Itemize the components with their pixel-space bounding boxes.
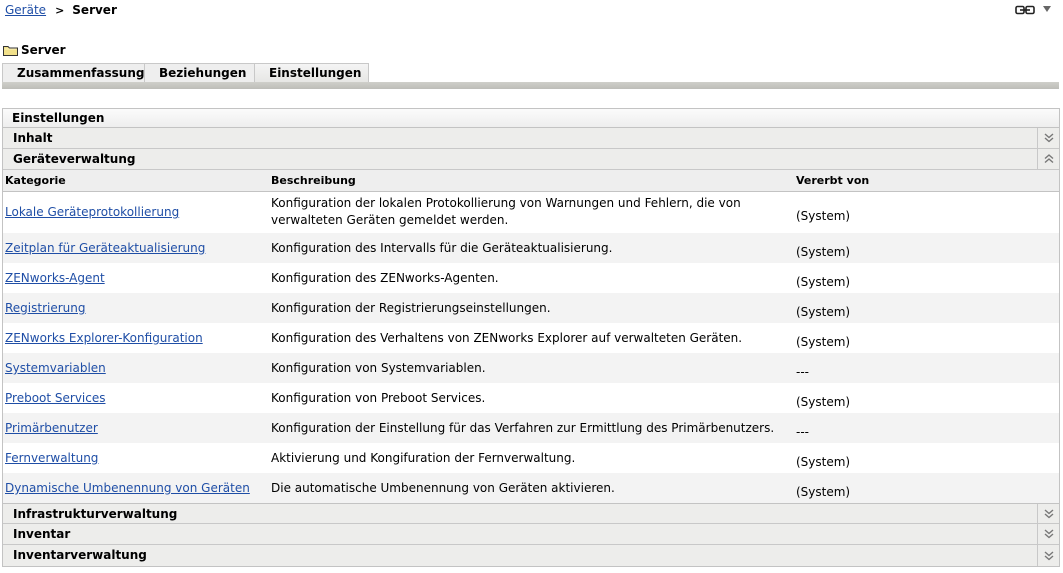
- inherited-cell: ---: [794, 413, 1059, 443]
- tab-underline-bar: [2, 82, 1059, 89]
- category-link[interactable]: Zeitplan für Geräteaktualisierung: [5, 241, 206, 255]
- tab-zusammenfassung[interactable]: Zusammenfassung: [2, 63, 145, 83]
- section-geraeteverwaltung[interactable]: [3, 149, 1059, 170]
- inherited-cell: (System): [794, 263, 1059, 293]
- collapse-double-chevron-icon[interactable]: [1037, 149, 1059, 169]
- table-row: [3, 443, 1059, 473]
- inherited-cell: ---: [794, 353, 1059, 383]
- description-cell: Aktivierung und Kongifuration der Fernverwaltung.: [269, 443, 794, 473]
- inherited-cell: (System): [794, 191, 1059, 233]
- dropdown-icon[interactable]: [1043, 6, 1051, 12]
- table-row: [3, 293, 1059, 323]
- description-cell: Konfiguration der Einstellung für das Verfahren zur Ermittlung des Primärbenutzers.: [269, 413, 794, 443]
- description-cell: Konfiguration von Preboot Services.: [269, 383, 794, 413]
- folder-icon: [3, 45, 18, 56]
- tab-einstellungen[interactable]: Einstellungen: [254, 63, 369, 83]
- tab-bar: [2, 63, 368, 83]
- description-cell: Konfiguration des ZENworks-Agenten.: [269, 263, 794, 293]
- breadcrumb: [5, 3, 117, 17]
- table-header-row: [3, 170, 1059, 191]
- column-header-kategorie: Kategorie: [3, 170, 269, 191]
- page-title: [3, 43, 66, 57]
- category-link[interactable]: Lokale Geräteprotokollierung: [5, 205, 180, 220]
- expand-double-chevron-icon[interactable]: [1037, 545, 1059, 566]
- expand-double-chevron-icon[interactable]: [1037, 524, 1059, 544]
- expand-double-chevron-icon[interactable]: [1037, 504, 1059, 523]
- category-link[interactable]: Fernverwaltung: [5, 451, 99, 465]
- section-label: Geräteverwaltung: [13, 152, 136, 166]
- section-label: Inhalt: [13, 131, 53, 145]
- section-label: Inventar: [13, 527, 71, 541]
- table-row: [3, 413, 1059, 443]
- section-inventarverwaltung[interactable]: [3, 545, 1059, 566]
- breadcrumb-separator: >: [55, 3, 65, 17]
- table-row: [3, 323, 1059, 353]
- category-link[interactable]: Dynamische Umbenennung von Geräten: [5, 481, 250, 495]
- expand-double-chevron-icon[interactable]: [1037, 128, 1059, 148]
- link-icon[interactable]: [1015, 4, 1035, 14]
- description-cell: Konfiguration des Intervalls für die Geräteaktualisierung.: [269, 233, 794, 263]
- table-row: [3, 191, 1059, 233]
- section-inhalt[interactable]: [3, 128, 1059, 149]
- inherited-cell: (System): [794, 233, 1059, 263]
- tab-beziehungen[interactable]: Beziehungen: [144, 63, 255, 83]
- inherited-cell: (System): [794, 293, 1059, 323]
- category-link[interactable]: Registrierung: [5, 301, 86, 315]
- column-header-beschreibung: Beschreibung: [269, 170, 794, 191]
- category-link[interactable]: ZENworks Explorer-Konfiguration: [5, 331, 203, 345]
- category-link[interactable]: Systemvariablen: [5, 361, 106, 375]
- panel-title: Einstellungen: [3, 109, 1059, 128]
- table-row: [3, 353, 1059, 383]
- category-link[interactable]: ZENworks-Agent: [5, 271, 105, 285]
- description-cell: Die automatische Umbenennung von Geräten aktivieren.: [269, 473, 794, 503]
- inherited-cell: (System): [794, 383, 1059, 413]
- section-infrastrukturverwaltung[interactable]: [3, 503, 1059, 524]
- category-link[interactable]: Primärbenutzer: [5, 421, 98, 435]
- section-label: Infrastrukturverwaltung: [13, 507, 178, 521]
- table-row: [3, 383, 1059, 413]
- settings-table: [3, 170, 1059, 503]
- description-cell: Konfiguration der lokalen Protokollierung von Warnungen und Fehlern, die von verwalteten Geräten gemeldet werden.: [269, 191, 794, 233]
- inherited-cell: (System): [794, 473, 1059, 503]
- section-inventar[interactable]: [3, 524, 1059, 545]
- settings-panel: [2, 108, 1060, 567]
- table-row: [3, 473, 1059, 503]
- breadcrumb-link-geraete[interactable]: Geräte: [5, 3, 47, 17]
- description-cell: Konfiguration von Systemvariablen.: [269, 353, 794, 383]
- description-cell: Konfiguration des Verhaltens von ZENworks Explorer auf verwalteten Geräten.: [269, 323, 794, 353]
- page-title-text: Server: [21, 43, 66, 57]
- section-label: Inventarverwaltung: [13, 548, 147, 562]
- inherited-cell: (System): [794, 443, 1059, 473]
- table-row: [3, 233, 1059, 263]
- column-header-vererbt-von: Vererbt von: [794, 170, 1059, 191]
- inherited-cell: (System): [794, 323, 1059, 353]
- table-row: [3, 263, 1059, 293]
- description-cell: Konfiguration der Registrierungseinstellungen.: [269, 293, 794, 323]
- top-toolbar: [1015, 4, 1051, 14]
- breadcrumb-current: Server: [72, 3, 117, 17]
- category-link[interactable]: Preboot Services: [5, 391, 106, 405]
